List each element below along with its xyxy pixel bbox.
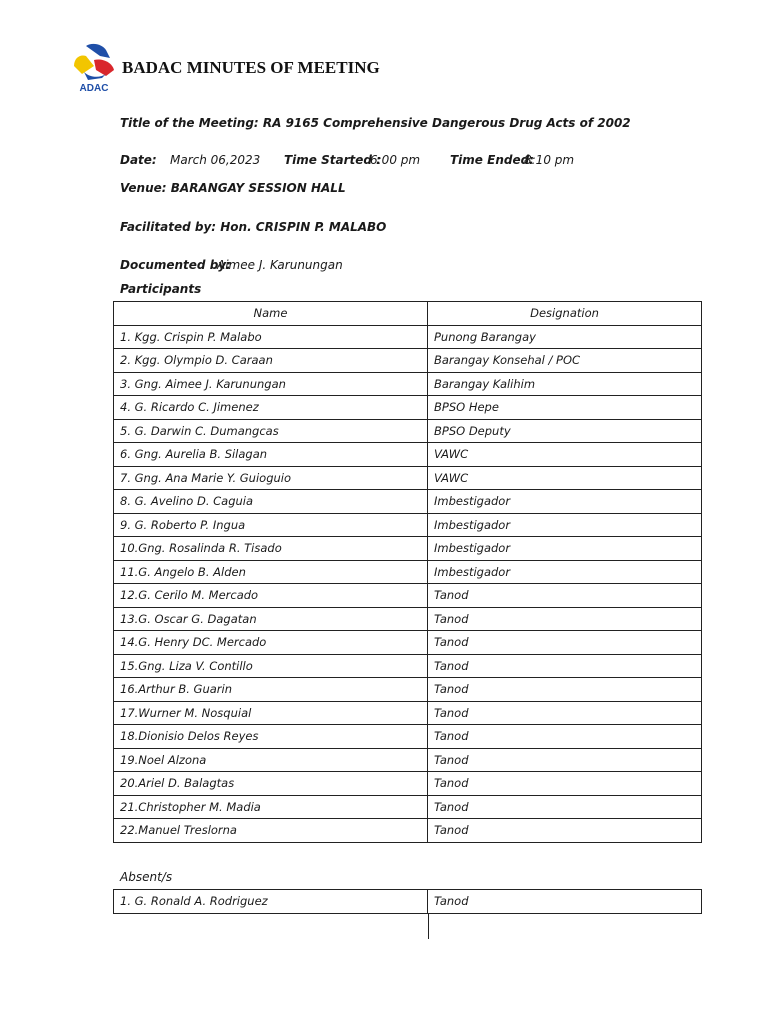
absent-table-column-divider xyxy=(428,913,429,939)
facilitated-by: Facilitated by: Hon. CRISPIN P. MALABO xyxy=(120,220,387,234)
name-cell: 6. Gng. Aurelia B. Silagan xyxy=(114,443,428,467)
designation-cell: Tanod xyxy=(428,607,702,631)
venue: Venue: BARANGAY SESSION HALL xyxy=(120,181,346,195)
date-label: Date: xyxy=(120,153,157,167)
meeting-title: Title of the Meeting: RA 9165 Comprehensive Dangerous Drug Acts of 2002 xyxy=(120,116,631,130)
name-cell: 17.Wurner M. Nosquial xyxy=(114,701,428,725)
participant-row xyxy=(114,725,702,749)
participant-row xyxy=(114,748,702,772)
name-cell: 4. G. Ricardo C. Jimenez xyxy=(114,396,428,420)
absent-heading: Absent/s xyxy=(120,870,173,884)
participant-row xyxy=(114,443,702,467)
name-cell: 16.Arthur B. Guarin xyxy=(114,678,428,702)
documented-value: Aimee J. Karunungan xyxy=(217,258,343,272)
designation-cell: Imbestigador xyxy=(428,560,702,584)
participant-row xyxy=(114,701,702,725)
time-started-label: Time Started : xyxy=(284,153,381,167)
designation-cell: Tanod xyxy=(428,678,702,702)
adac-logo xyxy=(72,42,116,94)
designation-cell: Punong Barangay xyxy=(428,325,702,349)
designation-cell: Tanod xyxy=(428,631,702,655)
participant-row xyxy=(114,560,702,584)
designation-cell: Tanod xyxy=(428,725,702,749)
participants-table xyxy=(113,301,702,843)
participant-row xyxy=(114,325,702,349)
designation-cell: Imbestigador xyxy=(428,513,702,537)
name-cell: 10.Gng. Rosalinda R. Tisado xyxy=(114,537,428,561)
logo-red-hand xyxy=(94,59,114,76)
designation-cell: Tanod xyxy=(428,772,702,796)
name-cell: 1. Kgg. Crispin P. Malabo xyxy=(114,325,428,349)
name-cell: 15.Gng. Liza V. Contillo xyxy=(114,654,428,678)
participant-row xyxy=(114,537,702,561)
name-cell: 18.Dionisio Delos Reyes xyxy=(114,725,428,749)
document-title: BADAC MINUTES OF MEETING xyxy=(122,58,380,77)
participant-row xyxy=(114,772,702,796)
designation-cell: VAWC xyxy=(428,466,702,490)
name-cell: 3. Gng. Aimee J. Karunungan xyxy=(114,372,428,396)
designation-cell: Barangay Kalihim xyxy=(428,372,702,396)
participant-row xyxy=(114,678,702,702)
time-ended-label: Time Ended: xyxy=(450,153,534,167)
date-value: March 06,2023 xyxy=(170,153,261,167)
column-header-name: Name xyxy=(114,302,428,326)
participant-row xyxy=(114,419,702,443)
name-cell: 21.Christopher M. Madia xyxy=(114,795,428,819)
time-ended-value: 8:10 pm xyxy=(524,153,575,167)
participant-row xyxy=(114,396,702,420)
designation-cell: VAWC xyxy=(428,443,702,467)
participant-row xyxy=(114,654,702,678)
name-cell: 12.G. Cerilo M. Mercado xyxy=(114,584,428,608)
participant-row xyxy=(114,631,702,655)
designation-cell: Barangay Konsehal / POC xyxy=(428,349,702,373)
participant-row xyxy=(114,607,702,631)
name-cell: 14.G. Henry DC. Mercado xyxy=(114,631,428,655)
designation-cell: Tanod xyxy=(428,584,702,608)
designation-cell: Tanod xyxy=(428,795,702,819)
time-started-value: 6:00 pm xyxy=(370,153,421,167)
designation-cell: Imbestigador xyxy=(428,537,702,561)
participant-row xyxy=(114,513,702,537)
name-cell: 8. G. Avelino D. Caguia xyxy=(114,490,428,514)
name-cell: 5. G. Darwin C. Dumangcas xyxy=(114,419,428,443)
logo-blue-hand xyxy=(86,44,110,58)
documented-label: Documented by: xyxy=(120,258,231,272)
absent-table xyxy=(113,889,702,914)
participant-row xyxy=(114,490,702,514)
participant-row xyxy=(114,349,702,373)
participant-row xyxy=(114,466,702,490)
participants-header-row xyxy=(114,302,702,326)
name-cell: 22.Manuel Treslorna xyxy=(114,819,428,843)
logo-yellow-hand xyxy=(74,55,94,74)
designation-cell: BPSO Deputy xyxy=(428,419,702,443)
name-cell: 19.Noel Alzona xyxy=(114,748,428,772)
participants-heading: Participants xyxy=(120,282,202,296)
designation-cell: BPSO Hepe xyxy=(428,396,702,420)
name-cell: 13.G. Oscar G. Dagatan xyxy=(114,607,428,631)
designation-cell: Tanod xyxy=(428,654,702,678)
logo-text: ADAC xyxy=(79,83,109,94)
name-cell: 9. G. Roberto P. Ingua xyxy=(114,513,428,537)
participant-row xyxy=(114,372,702,396)
column-header-designation: Designation xyxy=(428,302,702,326)
participant-row xyxy=(114,819,702,843)
name-cell: 20.Ariel D. Balagtas xyxy=(114,772,428,796)
name-cell: 2. Kgg. Olympio D. Caraan xyxy=(114,349,428,373)
participant-row xyxy=(114,795,702,819)
name-cell: 11.G. Angelo B. Alden xyxy=(114,560,428,584)
designation-cell: Tanod xyxy=(428,701,702,725)
designation-cell: Imbestigador xyxy=(428,490,702,514)
participant-row xyxy=(114,584,702,608)
absent-row xyxy=(114,890,702,914)
name-cell: 7. Gng. Ana Marie Y. Guioguio xyxy=(114,466,428,490)
name-cell: 1. G. Ronald A. Rodriguez xyxy=(114,890,428,914)
designation-cell: Tanod xyxy=(428,819,702,843)
designation-cell: Tanod xyxy=(428,890,702,914)
designation-cell: Tanod xyxy=(428,748,702,772)
